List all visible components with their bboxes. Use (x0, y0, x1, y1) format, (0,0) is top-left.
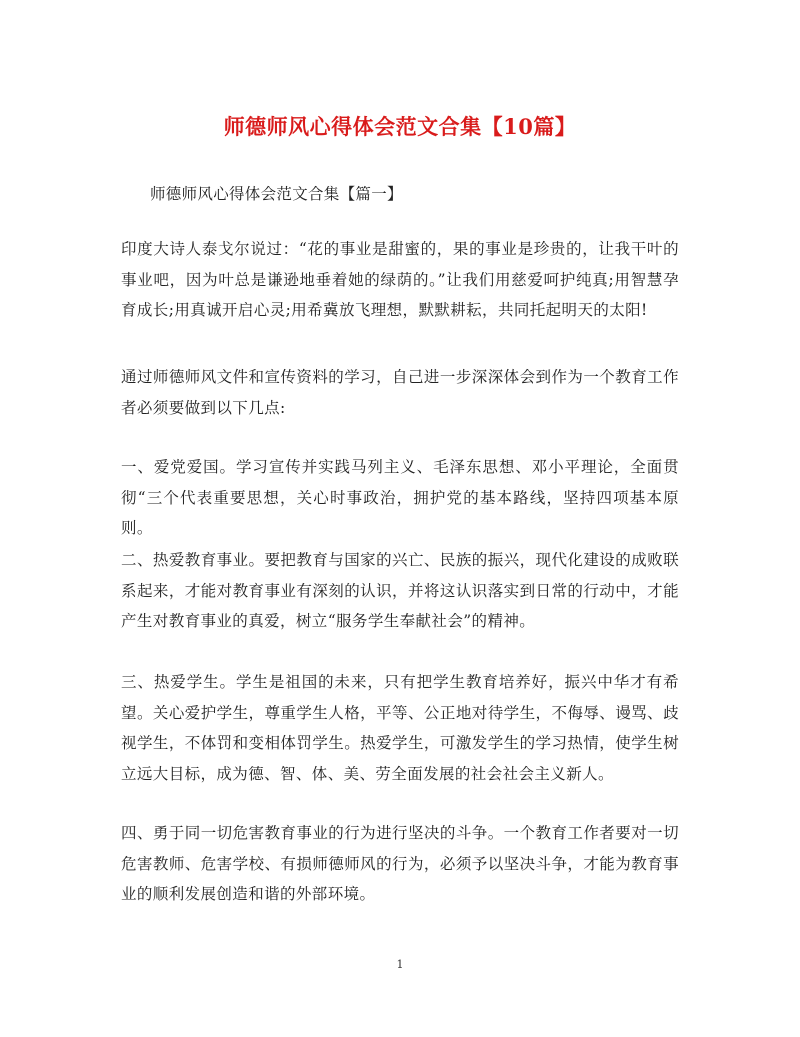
paragraph-point-4: 四、勇于同一切危害教育事业的行为进行坚决的斗争。一个教育工作者要对一切危害教师、危害学校、有损师德师风的行为，必须予以坚决斗争，才能为教育事业的顺利发展创造和谐的外部环境。 (121, 824, 679, 903)
document-title: 师德师风心得体会范文合集【10篇】 (223, 114, 577, 139)
paragraph-quote: 印度大诗人泰戈尔说过：“花的事业是甜蜜的，果的事业是珍贵的，让我干叶的事业吧，因为叶总是谦逊地垂着她的绿荫的。”让我们用慈爱呵护纯真;用智慧孕育成长;用真诚开启心灵;用希冀放飞理想，默默耕耘，共同托起明天的太阳! (121, 240, 679, 319)
page-number: 1 (396, 958, 404, 971)
paragraph-point-1: 一、爱党爱国。学习宣传并实践马列主义、毛泽东思想、邓小平理论，全面贯彻“三个代表重要思想，关心时事政治，拥护党的基本路线，坚持四项基本原则。 (121, 458, 679, 537)
paragraph-intro: 通过师德师风文件和宣传资料的学习，自己进一步深深体会到作为一个教育工作者必须要做到以下几点: (121, 368, 679, 417)
paragraph-point-2: 二、热爱教育事业。要把教育与国家的兴亡、民族的振兴，现代化建设的成败联系起来，才能对教育事业有深刻的认识，并将这认识落实到日常的行动中，才能产生对教育事业的真爱，树立“服务学生奉献社会”的精神。 (121, 551, 679, 630)
section-heading: 师德师风心得体会范文合集【篇一】 (150, 185, 403, 203)
paragraph-point-3: 三、热爱学生。学生是祖国的未来，只有把学生教育培养好，振兴中华才有希望。关心爱护学生，尊重学生人格，平等、公正地对待学生，不侮辱、谩骂、歧视学生，不体罚和变相体罚学生。热爱学生，可激发学生的学习热情，使学生树立远大目标，成为德、智、体、美、劳全面发展的社会社会主义新人。 (121, 673, 679, 783)
